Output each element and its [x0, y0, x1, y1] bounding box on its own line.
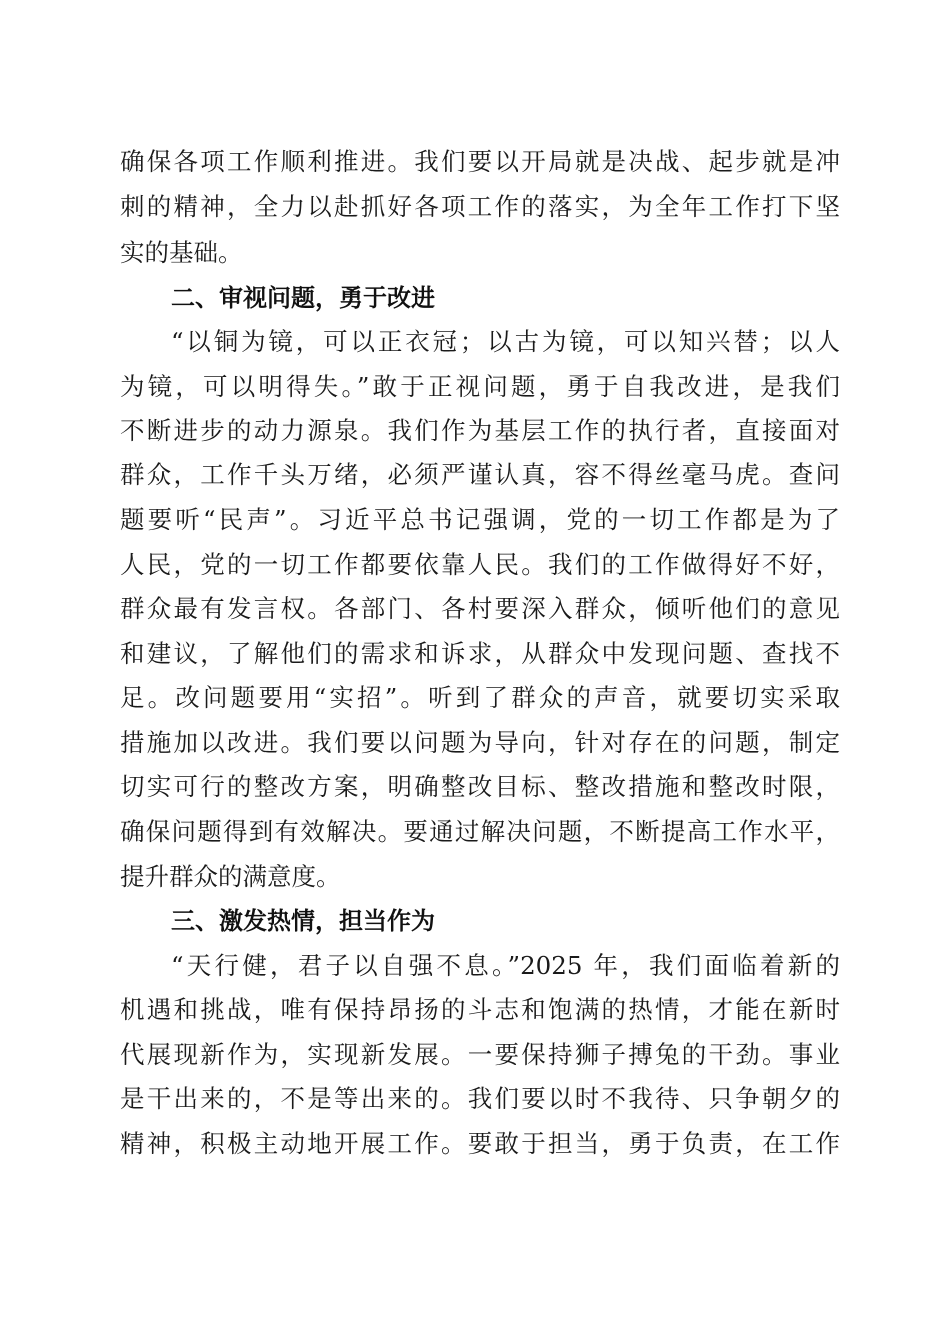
text-line: “天行健，君子以自强不息。”2025 年，我们面临着新的: [171, 951, 840, 980]
section-heading-3: 三、激发热情，担当作为: [171, 907, 435, 935]
text-line: 和建议，了解他们的需求和诉求，从群众中发现问题、查找不: [120, 639, 840, 668]
text-line: 确保问题得到有效解决。要通过解决问题，不断提高工作水平，: [120, 817, 840, 846]
text-line: 人民，党的一切工作都要依靠人民。我们的工作做得好不好，: [120, 550, 840, 579]
section-heading-2: 二、审视问题，勇于改进: [171, 284, 435, 312]
text-line: 提升群众的满意度。: [120, 862, 341, 891]
text-line: 为镜，可以明得失。”敢于正视问题，勇于自我改进，是我们: [120, 372, 840, 401]
text-line: 不断进步的动力源泉。我们作为基层工作的执行者，直接面对: [120, 416, 840, 445]
text-line: 实的基础。: [120, 238, 243, 267]
text-line: 确保各项工作顺利推进。我们要以开局就是决战、起步就是冲: [120, 147, 840, 176]
text-line: 群众，工作千头万绪，必须严谨认真，容不得丝毫马虎。查问: [120, 460, 840, 489]
text-line: 机遇和挑战，唯有保持昂扬的斗志和饱满的热情，才能在新时: [120, 995, 840, 1024]
text-line: 措施加以改进。我们要以问题为导向，针对存在的问题，制定: [120, 728, 840, 757]
text-line: 是干出来的，不是等出来的。我们要以时不我待、只争朝夕的: [120, 1084, 840, 1113]
text-line: 切实可行的整改方案，明确整改目标、整改措施和整改时限，: [120, 772, 840, 801]
text-line: 刺的精神，全力以赴抓好各项工作的落实，为全年工作打下坚: [120, 192, 840, 221]
text-line: 足。改问题要用“实招”。听到了群众的声音，就要切实采取: [120, 683, 840, 712]
text-line: 代展现新作为，实现新发展。一要保持狮子搏兔的干劲。事业: [120, 1040, 840, 1069]
text-line: 群众最有发言权。各部门、各村要深入群众，倾听他们的意见: [120, 594, 840, 623]
text-line: 精神，积极主动地开展工作。要敢于担当，勇于负责，在工作: [120, 1129, 840, 1158]
text-line: “以铜为镜，可以正衣冠；以古为镜，可以知兴替；以人: [171, 327, 840, 356]
text-line: 题要听“民声”。习近平总书记强调，党的一切工作都是为了: [120, 505, 840, 534]
